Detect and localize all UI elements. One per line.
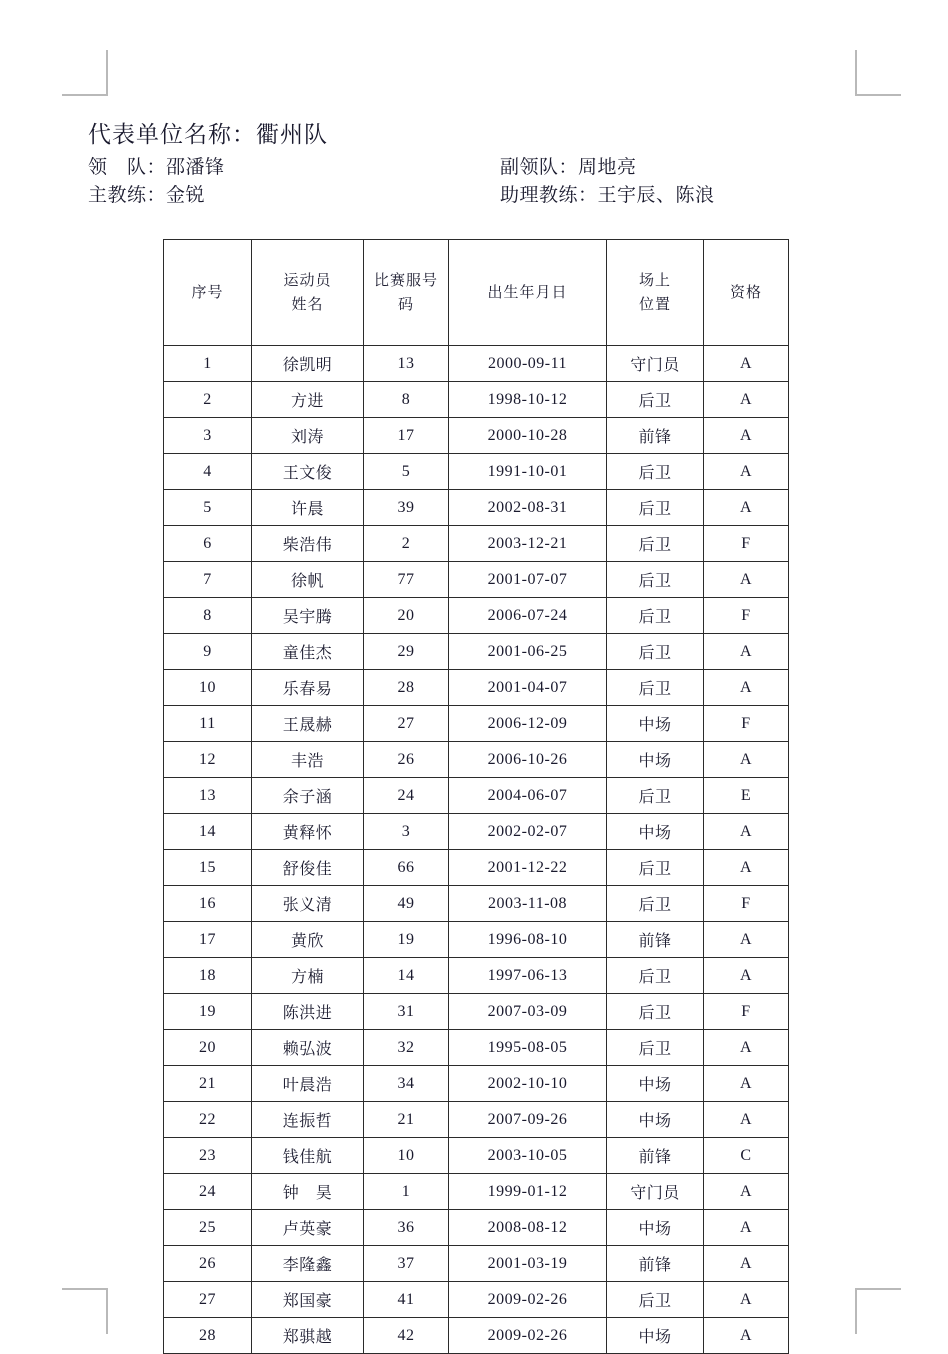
cell-player-name: 吴宇腾 xyxy=(252,598,364,634)
cell-date-of-birth: 2007-03-09 xyxy=(449,994,607,1030)
cell-position: 后卫 xyxy=(607,454,704,490)
cell-date-of-birth: 2002-10-10 xyxy=(449,1066,607,1102)
cell-index: 2 xyxy=(164,382,252,418)
cell-jersey-number: 49 xyxy=(364,886,449,922)
table-row xyxy=(164,670,789,706)
cell-jersey-number: 3 xyxy=(364,814,449,850)
column-header-position xyxy=(607,240,704,346)
cell-qualification: A xyxy=(704,1174,789,1210)
cell-qualification: A xyxy=(704,742,789,778)
cell-position: 后卫 xyxy=(607,778,704,814)
cell-position: 前锋 xyxy=(607,418,704,454)
cell-player-name: 赖弘波 xyxy=(252,1030,364,1066)
table-row xyxy=(164,1246,789,1282)
cell-jersey-number: 29 xyxy=(364,634,449,670)
cell-qualification: A xyxy=(704,454,789,490)
cell-position: 中场 xyxy=(607,1318,704,1354)
cell-date-of-birth: 2003-11-08 xyxy=(449,886,607,922)
table-row xyxy=(164,994,789,1030)
table-row xyxy=(164,1210,789,1246)
cell-index: 14 xyxy=(164,814,252,850)
column-header-index xyxy=(164,240,252,346)
cell-qualification: A xyxy=(704,850,789,886)
crop-mark-bottom-right xyxy=(855,1288,901,1334)
cell-qualification: A xyxy=(704,562,789,598)
cell-index: 13 xyxy=(164,778,252,814)
cell-position: 中场 xyxy=(607,814,704,850)
cell-jersey-number: 39 xyxy=(364,490,449,526)
cell-date-of-birth: 2000-09-11 xyxy=(449,346,607,382)
cell-index: 28 xyxy=(164,1318,252,1354)
staff-info-block xyxy=(88,154,788,210)
cell-jersey-number: 17 xyxy=(364,418,449,454)
cell-qualification: A xyxy=(704,634,789,670)
cell-date-of-birth: 2002-02-07 xyxy=(449,814,607,850)
column-header-date-of-birth xyxy=(449,240,607,346)
cell-position: 中场 xyxy=(607,706,704,742)
cell-player-name: 李隆鑫 xyxy=(252,1246,364,1282)
cell-player-name: 方进 xyxy=(252,382,364,418)
cell-position: 中场 xyxy=(607,1102,704,1138)
cell-qualification: A xyxy=(704,1030,789,1066)
cell-qualification: A xyxy=(704,958,789,994)
crop-mark-bottom-left xyxy=(62,1288,108,1334)
cell-player-name: 徐凯明 xyxy=(252,346,364,382)
table-row xyxy=(164,1282,789,1318)
cell-position: 后卫 xyxy=(607,634,704,670)
cell-index: 23 xyxy=(164,1138,252,1174)
cell-player-name: 舒俊佳 xyxy=(252,850,364,886)
cell-player-name: 方楠 xyxy=(252,958,364,994)
cell-date-of-birth: 1991-10-01 xyxy=(449,454,607,490)
column-header-name xyxy=(252,240,364,346)
cell-date-of-birth: 2009-02-26 xyxy=(449,1318,607,1354)
cell-index: 26 xyxy=(164,1246,252,1282)
table-row xyxy=(164,382,789,418)
cell-player-name: 余子涵 xyxy=(252,778,364,814)
assistant-coach-label: 助理教练：王宇辰、陈浪 xyxy=(500,185,715,206)
cell-position: 中场 xyxy=(607,1210,704,1246)
table-row xyxy=(164,562,789,598)
cell-jersey-number: 77 xyxy=(364,562,449,598)
cell-jersey-number: 37 xyxy=(364,1246,449,1282)
table-row xyxy=(164,1066,789,1102)
cell-qualification: F xyxy=(704,598,789,634)
cell-player-name: 陈洪进 xyxy=(252,994,364,1030)
cell-index: 20 xyxy=(164,1030,252,1066)
table-row xyxy=(164,598,789,634)
table-row xyxy=(164,1102,789,1138)
cell-player-name: 丰浩 xyxy=(252,742,364,778)
cell-qualification: A xyxy=(704,1210,789,1246)
team-leader-label: 领 队：邵潘锋 xyxy=(88,157,225,178)
cell-jersey-number: 14 xyxy=(364,958,449,994)
table-row xyxy=(164,1318,789,1354)
cell-date-of-birth: 1999-01-12 xyxy=(449,1174,607,1210)
cell-date-of-birth: 2006-10-26 xyxy=(449,742,607,778)
table-row xyxy=(164,526,789,562)
cell-player-name: 乐春易 xyxy=(252,670,364,706)
cell-player-name: 刘涛 xyxy=(252,418,364,454)
cell-position: 后卫 xyxy=(607,1282,704,1318)
table-row xyxy=(164,850,789,886)
cell-position: 后卫 xyxy=(607,670,704,706)
cell-position: 前锋 xyxy=(607,1138,704,1174)
table-row xyxy=(164,814,789,850)
deputy-leader-label: 副领队：周地亮 xyxy=(500,157,637,178)
cell-date-of-birth: 2001-06-25 xyxy=(449,634,607,670)
cell-jersey-number: 27 xyxy=(364,706,449,742)
cell-jersey-number: 31 xyxy=(364,994,449,1030)
cell-position: 中场 xyxy=(607,742,704,778)
cell-date-of-birth: 2006-07-24 xyxy=(449,598,607,634)
table-row xyxy=(164,742,789,778)
column-header-name-line2: 姓名 xyxy=(291,296,324,313)
cell-date-of-birth: 1997-06-13 xyxy=(449,958,607,994)
cell-jersey-number: 66 xyxy=(364,850,449,886)
cell-jersey-number: 41 xyxy=(364,1282,449,1318)
cell-qualification: F xyxy=(704,886,789,922)
cell-position: 后卫 xyxy=(607,850,704,886)
column-header-qualification-text: 资格 xyxy=(729,284,762,301)
column-header-position-line1: 场上 xyxy=(638,272,671,289)
cell-index: 4 xyxy=(164,454,252,490)
cell-player-name: 黄欣 xyxy=(252,922,364,958)
table-row xyxy=(164,346,789,382)
cell-qualification: F xyxy=(704,706,789,742)
table-row xyxy=(164,418,789,454)
cell-qualification: A xyxy=(704,1246,789,1282)
cell-jersey-number: 1 xyxy=(364,1174,449,1210)
roster-table xyxy=(163,239,789,1354)
cell-date-of-birth: 2006-12-09 xyxy=(449,706,607,742)
table-row xyxy=(164,454,789,490)
cell-index: 19 xyxy=(164,994,252,1030)
table-row xyxy=(164,1174,789,1210)
table-row xyxy=(164,922,789,958)
cell-index: 7 xyxy=(164,562,252,598)
cell-position: 后卫 xyxy=(607,490,704,526)
cell-player-name: 柴浩伟 xyxy=(252,526,364,562)
cell-position: 后卫 xyxy=(607,598,704,634)
cell-player-name: 连振哲 xyxy=(252,1102,364,1138)
cell-qualification: A xyxy=(704,670,789,706)
cell-jersey-number: 26 xyxy=(364,742,449,778)
cell-jersey-number: 42 xyxy=(364,1318,449,1354)
cell-index: 17 xyxy=(164,922,252,958)
cell-position: 后卫 xyxy=(607,562,704,598)
table-row xyxy=(164,706,789,742)
organization-title: 代表单位名称：衢州队 xyxy=(88,122,328,147)
cell-jersey-number: 13 xyxy=(364,346,449,382)
cell-player-name: 许晨 xyxy=(252,490,364,526)
cell-position: 守门员 xyxy=(607,1174,704,1210)
cell-index: 5 xyxy=(164,490,252,526)
cell-index: 11 xyxy=(164,706,252,742)
cell-position: 前锋 xyxy=(607,1246,704,1282)
crop-mark-top-right xyxy=(855,50,901,96)
cell-position: 后卫 xyxy=(607,886,704,922)
cell-date-of-birth: 2001-03-19 xyxy=(449,1246,607,1282)
cell-date-of-birth: 1998-10-12 xyxy=(449,382,607,418)
cell-jersey-number: 2 xyxy=(364,526,449,562)
cell-jersey-number: 34 xyxy=(364,1066,449,1102)
crop-mark-top-left xyxy=(62,50,108,96)
cell-player-name: 叶晨浩 xyxy=(252,1066,364,1102)
cell-jersey-number: 19 xyxy=(364,922,449,958)
table-row xyxy=(164,1030,789,1066)
document-header xyxy=(88,118,788,210)
cell-index: 1 xyxy=(164,346,252,382)
cell-qualification: A xyxy=(704,346,789,382)
table-row xyxy=(164,1138,789,1174)
column-header-number-line1: 比赛服号 xyxy=(373,272,438,289)
head-coach-label: 主教练：金锐 xyxy=(88,185,206,206)
cell-date-of-birth: 2004-06-07 xyxy=(449,778,607,814)
cell-qualification: E xyxy=(704,778,789,814)
cell-qualification: A xyxy=(704,1282,789,1318)
cell-player-name: 卢英豪 xyxy=(252,1210,364,1246)
column-header-jersey-number xyxy=(364,240,449,346)
cell-index: 6 xyxy=(164,526,252,562)
table-row xyxy=(164,886,789,922)
cell-qualification: A xyxy=(704,418,789,454)
cell-date-of-birth: 2003-12-21 xyxy=(449,526,607,562)
cell-qualification: A xyxy=(704,1318,789,1354)
column-header-dob-text: 出生年月日 xyxy=(487,284,568,301)
cell-index: 16 xyxy=(164,886,252,922)
cell-jersey-number: 20 xyxy=(364,598,449,634)
cell-date-of-birth: 2007-09-26 xyxy=(449,1102,607,1138)
column-header-number-line2: 码 xyxy=(397,296,414,313)
cell-date-of-birth: 2000-10-28 xyxy=(449,418,607,454)
cell-player-name: 郑国豪 xyxy=(252,1282,364,1318)
cell-position: 后卫 xyxy=(607,994,704,1030)
cell-index: 3 xyxy=(164,418,252,454)
cell-position: 守门员 xyxy=(607,346,704,382)
cell-qualification: F xyxy=(704,526,789,562)
cell-position: 后卫 xyxy=(607,526,704,562)
cell-date-of-birth: 2001-04-07 xyxy=(449,670,607,706)
cell-position: 后卫 xyxy=(607,958,704,994)
column-header-name-line1: 运动员 xyxy=(283,272,332,289)
table-row xyxy=(164,958,789,994)
cell-qualification: A xyxy=(704,814,789,850)
cell-player-name: 张义清 xyxy=(252,886,364,922)
cell-player-name: 童佳杰 xyxy=(252,634,364,670)
cell-date-of-birth: 2002-08-31 xyxy=(449,490,607,526)
cell-position: 中场 xyxy=(607,1066,704,1102)
cell-date-of-birth: 2001-12-22 xyxy=(449,850,607,886)
table-row xyxy=(164,490,789,526)
cell-index: 8 xyxy=(164,598,252,634)
cell-index: 15 xyxy=(164,850,252,886)
cell-index: 24 xyxy=(164,1174,252,1210)
cell-index: 27 xyxy=(164,1282,252,1318)
cell-player-name: 钱佳航 xyxy=(252,1138,364,1174)
cell-date-of-birth: 2008-08-12 xyxy=(449,1210,607,1246)
cell-jersey-number: 28 xyxy=(364,670,449,706)
cell-qualification: A xyxy=(704,922,789,958)
cell-player-name: 黄释怀 xyxy=(252,814,364,850)
cell-date-of-birth: 1995-08-05 xyxy=(449,1030,607,1066)
cell-player-name: 王晟赫 xyxy=(252,706,364,742)
column-header-index-text: 序号 xyxy=(191,284,224,301)
cell-qualification: A xyxy=(704,490,789,526)
cell-position: 后卫 xyxy=(607,382,704,418)
cell-index: 25 xyxy=(164,1210,252,1246)
cell-qualification: A xyxy=(704,1102,789,1138)
cell-date-of-birth: 2001-07-07 xyxy=(449,562,607,598)
cell-jersey-number: 5 xyxy=(364,454,449,490)
cell-qualification: C xyxy=(704,1138,789,1174)
cell-position: 后卫 xyxy=(607,1030,704,1066)
cell-jersey-number: 10 xyxy=(364,1138,449,1174)
cell-date-of-birth: 2003-10-05 xyxy=(449,1138,607,1174)
column-header-position-line2: 位置 xyxy=(638,296,671,313)
cell-date-of-birth: 1996-08-10 xyxy=(449,922,607,958)
cell-player-name: 王文俊 xyxy=(252,454,364,490)
table-row xyxy=(164,778,789,814)
cell-player-name: 徐帆 xyxy=(252,562,364,598)
column-header-qualification xyxy=(704,240,789,346)
cell-date-of-birth: 2009-02-26 xyxy=(449,1282,607,1318)
cell-index: 22 xyxy=(164,1102,252,1138)
cell-player-name: 郑骐越 xyxy=(252,1318,364,1354)
cell-jersey-number: 36 xyxy=(364,1210,449,1246)
cell-player-name: 钟 昊 xyxy=(252,1174,364,1210)
cell-qualification: A xyxy=(704,1066,789,1102)
cell-index: 9 xyxy=(164,634,252,670)
roster-table-container xyxy=(163,239,788,1354)
cell-jersey-number: 8 xyxy=(364,382,449,418)
cell-position: 前锋 xyxy=(607,922,704,958)
cell-jersey-number: 32 xyxy=(364,1030,449,1066)
cell-jersey-number: 21 xyxy=(364,1102,449,1138)
cell-index: 12 xyxy=(164,742,252,778)
table-row xyxy=(164,634,789,670)
roster-table-body xyxy=(164,346,789,1354)
cell-index: 18 xyxy=(164,958,252,994)
table-header-row xyxy=(164,240,789,346)
cell-jersey-number: 24 xyxy=(364,778,449,814)
cell-qualification: F xyxy=(704,994,789,1030)
cell-index: 10 xyxy=(164,670,252,706)
cell-index: 21 xyxy=(164,1066,252,1102)
cell-qualification: A xyxy=(704,382,789,418)
